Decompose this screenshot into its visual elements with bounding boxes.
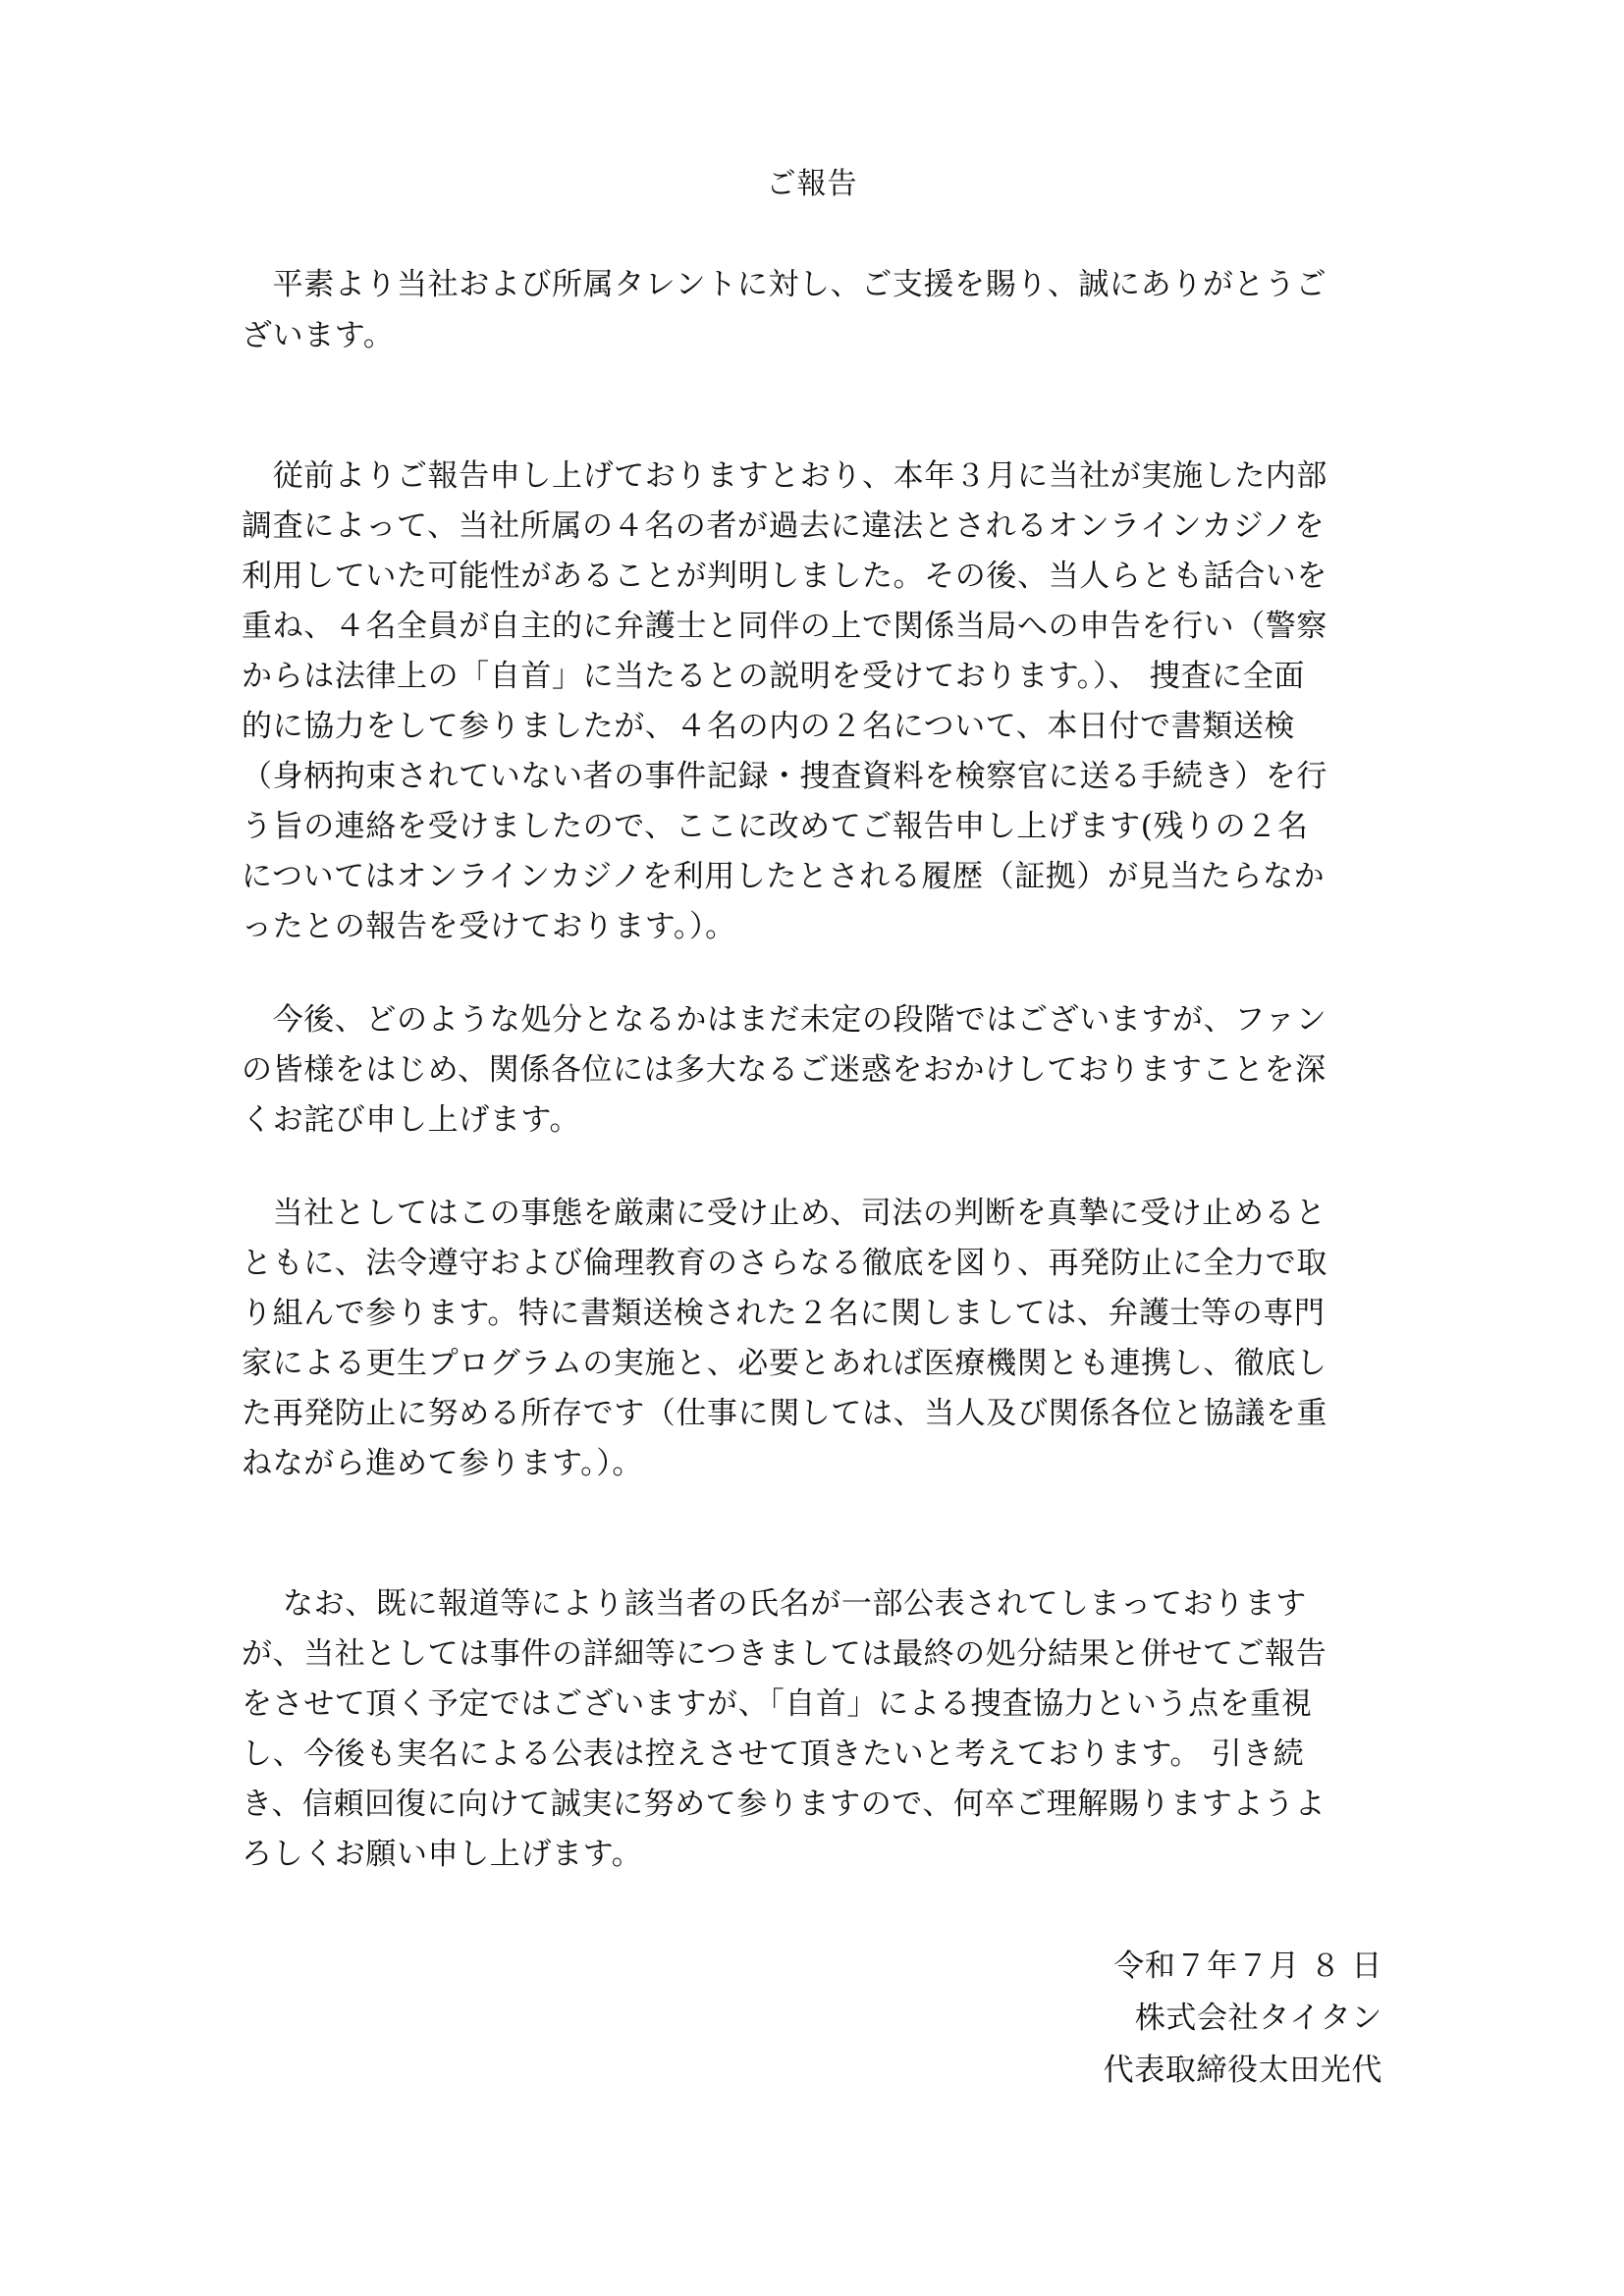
paragraph-4-line-2: ともに、法令遵守および倫理教育のさらなる徹底を図り、再発防止に全力で取 (242, 1246, 1327, 1281)
paragraph-2-line-4: 重ね、４名全員が自主的に弁護士と同伴の上で関係当局への申告を行い（警察 (242, 609, 1327, 644)
paragraph-2-line-2: 調査によって、当社所属の４名の者が過去に違法とされるオンラインカジノを (242, 508, 1326, 544)
paragraph-2-line-5: からは法律上の「自首」に当たるとの説明を受けております。）、 捜査に全面 (242, 659, 1305, 694)
paragraph-1-line-1: 平素より当社および所属タレントに対し、ご支援を賜り、誠にありがとうご (242, 267, 1327, 302)
signature-company: 株式会社タイタン (1134, 2001, 1382, 2036)
paragraph-2-line-8: う旨の連絡を受けましたので、ここに改めてご報告申し上げます(残りの２名 (242, 809, 1309, 844)
paragraph-5-line-4: し、今後も実名による公表は控えさせて頂きたいと考えております。 引き続 (242, 1736, 1305, 1772)
paragraph-3-line-2: の皆様をはじめ、関係各位には多大なるご迷惑をおかけしておりますことを深 (242, 1052, 1326, 1088)
paragraph-5-line-6: ろしくお願い申し上げます。 (242, 1837, 643, 1872)
signature-date: 令和７年７月 ８ 日 (1113, 1949, 1382, 1984)
paragraph-4-line-6: ねながら進めて参ります。）。 (242, 1446, 643, 1481)
paragraph-1-line-2: ざいます。 (242, 318, 395, 353)
paragraph-3-line-1: 今後、どのような処分となるかはまだ未定の段階ではございますが、ファン (242, 1002, 1327, 1038)
paragraph-5-line-5: き、信頼回復に向けて誠実に努めて参りますので、何卒ご理解賜りますようよ (242, 1787, 1326, 1822)
paragraph-2-line-1: 従前よりご報告申し上げておりますとおり、本年３月に当社が実施した内部 (242, 458, 1327, 494)
paragraph-4-line-3: り組んで参ります。特に書類送検された２名に関しましては、弁護士等の専門 (242, 1296, 1326, 1331)
document-title: ご報告 (766, 167, 858, 201)
paragraph-5-line-2: が、当社としては事件の詳細等につきましては最終の処分結果と併せてご報告 (242, 1636, 1327, 1672)
paragraph-2-line-6: 的に協力をして参りましたが、４名の内の２名について、本日付で書類送検 (242, 709, 1296, 744)
paragraph-4-line-1: 当社としてはこの事態を厳粛に受け止め、司法の判断を真摯に受け止めると (242, 1196, 1326, 1231)
paragraph-4-line-5: た再発防止に努める所存です（仕事に関しては、当人及び関係各位と協議を重 (242, 1396, 1327, 1431)
paragraph-5-line-3: をさせて頂く予定ではございますが、「自首」による捜査協力という点を重視 (242, 1686, 1313, 1722)
paragraph-5-line-1: なお、既に報道等により該当者の氏名が一部公表されてしまっております (242, 1586, 1307, 1622)
paragraph-2-line-7: （身柄拘束されていない者の事件記録・捜査資料を検察官に送る手続き）を行 (242, 759, 1327, 794)
paragraph-2-line-3: 利用していた可能性があることが判明しました。その後、当人らとも話合いを (242, 559, 1327, 594)
signature-representative: 代表取締役太田光代 (1103, 2053, 1382, 2088)
paragraph-3-line-3: くお詫び申し上げます。 (242, 1102, 581, 1138)
paragraph-4-line-4: 家による更生プログラムの実施と、必要とあれば医療機関とも連携し、徹底し (242, 1346, 1327, 1381)
paragraph-2-line-9: についてはオンラインカジノを利用したとされる履歴（証拠）が見当たらなか (242, 859, 1326, 894)
paragraph-2-line-10: ったとの報告を受けております。）。 (242, 909, 736, 944)
